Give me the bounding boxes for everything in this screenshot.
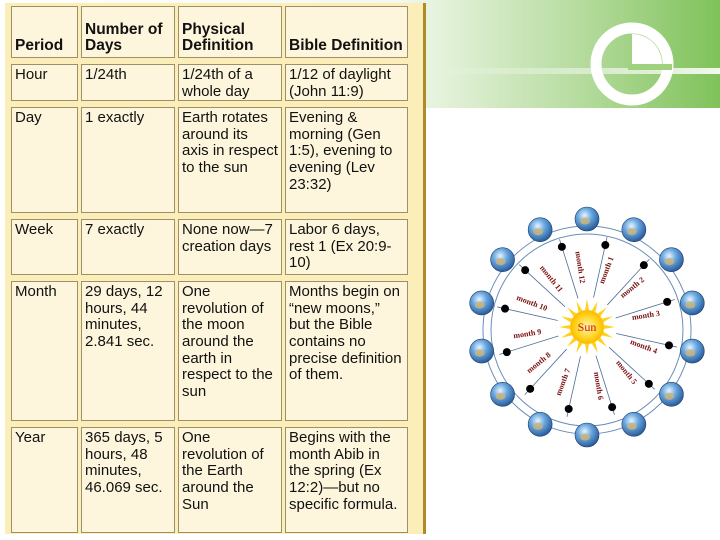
- earth-icon: [622, 218, 646, 242]
- cell-physical: 1/24th of a whole day: [178, 64, 282, 101]
- month-label: month 5: [614, 358, 639, 387]
- month-label: month 6: [592, 371, 606, 401]
- earth-icon: [680, 291, 704, 315]
- month-label: month 8: [524, 350, 553, 376]
- cell-physical: One revolution of the moon around the earth in respect to the sun: [178, 281, 282, 421]
- cell-days: 365 days, 5 hours, 48 minutes, 46.069 sec.: [81, 427, 175, 533]
- cell-period: Month: [11, 281, 78, 421]
- logo: [588, 20, 684, 106]
- sun-ray: [561, 316, 572, 322]
- earth-icon: [575, 207, 599, 231]
- earth-icon: [491, 382, 515, 406]
- period-table: [8, 0, 411, 539]
- sun-icon: [559, 299, 615, 355]
- earth-icon: [622, 412, 646, 436]
- sun-ray: [576, 301, 582, 312]
- cell-physical: None now—7 creation days: [178, 219, 282, 275]
- table-row: [11, 64, 408, 101]
- moon-dot: [640, 261, 648, 269]
- table-header-row: [11, 6, 408, 58]
- moon-dot: [565, 405, 573, 413]
- table-row: [11, 281, 408, 421]
- sun-ray: [559, 325, 570, 329]
- cell-bible: Begins with the month Abib in the spring (Ex 12:2)—but no specific formula.: [285, 427, 408, 533]
- moon-dot: [645, 380, 653, 388]
- month-label: month 2: [618, 275, 647, 300]
- sun-ray: [602, 332, 613, 338]
- moon-dot: [608, 403, 616, 411]
- cell-physical: One revolution of the Earth around the Sun: [178, 427, 282, 533]
- cell-days: 7 exactly: [81, 219, 175, 275]
- earth-icon: [680, 339, 704, 363]
- sun-ray: [592, 301, 598, 312]
- month-label: month 9: [512, 327, 542, 341]
- sun-ray: [576, 342, 582, 353]
- sun-ray: [585, 299, 589, 310]
- earth-icon: [659, 248, 683, 272]
- header-number-of-days: Number of Days: [81, 6, 175, 58]
- earth-icon: [575, 423, 599, 447]
- earth-icon: [659, 382, 683, 406]
- moon-dot: [521, 266, 529, 274]
- cell-bible: Evening & morning (Gen 1:5), evening to evening (Lev 23:32): [285, 107, 408, 213]
- cell-period: Hour: [11, 64, 78, 101]
- logo-gap: [628, 64, 672, 70]
- header-physical-definition: Physical Definition: [178, 6, 282, 58]
- sun-label: Sun: [577, 320, 597, 334]
- month-label: month 11: [537, 263, 565, 294]
- cell-bible: Months begin on “new moons,” but the Bible contains no precise definition of them.: [285, 281, 408, 421]
- sun-ray: [604, 325, 615, 329]
- cell-period: Year: [11, 427, 78, 533]
- moon-dot: [663, 298, 671, 306]
- moon-dot: [526, 385, 534, 393]
- month-label: month 1: [597, 255, 616, 285]
- earth-orbit-diagram: [455, 198, 719, 462]
- cell-days: 1 exactly: [81, 107, 175, 213]
- earth-icon: [470, 291, 494, 315]
- cell-physical: Earth rotates around its axis in respect to the sun: [178, 107, 282, 213]
- month-label: month 12: [573, 250, 588, 284]
- cell-bible: 1/12 of daylight (John 11:9): [285, 64, 408, 101]
- header-period: Period: [11, 6, 78, 58]
- earth-icon: [470, 339, 494, 363]
- moon-dot: [665, 341, 673, 349]
- table-row: [11, 107, 408, 213]
- moon-dot: [501, 305, 509, 313]
- month-label: month 10: [515, 292, 549, 313]
- moon-dot: [558, 243, 566, 251]
- table-panel: [5, 3, 426, 534]
- sun-ray: [592, 342, 598, 353]
- moon-dot: [601, 241, 609, 249]
- sun-ray: [585, 344, 589, 355]
- cell-period: Week: [11, 219, 78, 275]
- sun-ray: [561, 332, 572, 338]
- cell-days: 29 days, 12 hours, 44 minutes, 2.841 sec.: [81, 281, 175, 421]
- header-bible-definition: Bible Definition: [285, 6, 408, 58]
- sun-ray: [602, 316, 613, 322]
- earth-icon: [528, 218, 552, 242]
- cell-period: Day: [11, 107, 78, 213]
- earth-icon: [491, 248, 515, 272]
- month-label: month 3: [631, 308, 661, 322]
- earth-icon: [528, 412, 552, 436]
- table-row: [11, 219, 408, 275]
- cell-bible: Labor 6 days, rest 1 (Ex 20:9-10): [285, 219, 408, 275]
- moon-dot: [503, 348, 511, 356]
- month-label: month 7: [553, 367, 573, 397]
- cell-days: 1/24th: [81, 64, 175, 101]
- month-label: month 4: [629, 337, 659, 356]
- table-row: [11, 427, 408, 533]
